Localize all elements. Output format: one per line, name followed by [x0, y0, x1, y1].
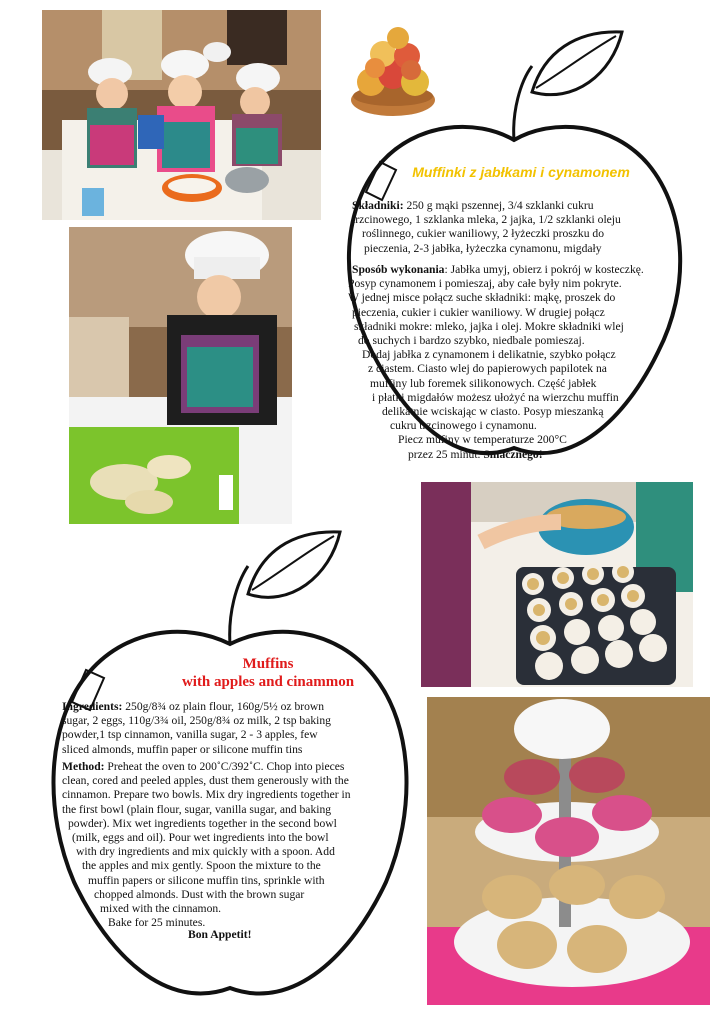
english-title-line2: with apples and cinammon	[181, 674, 355, 690]
photo-filling-muffin-tin	[421, 482, 693, 687]
english-recipe-title	[103, 655, 433, 691]
english-method-line: muffin papers or silicone muffin tins, sprinkle with	[88, 873, 325, 887]
english-closing: Bon Appetit!	[188, 928, 252, 941]
english-method-label: Method:	[62, 760, 105, 773]
polish-method-line: Piecz mufiny w temperaturze 200°C	[398, 433, 567, 447]
polish-method-line: i płatki migdałów możesz ułożyć na wierzchu muffin	[372, 390, 619, 404]
english-method-line: chopped almonds. Dust with the brown sugar	[94, 887, 305, 901]
polish-method-label: Sposób wykonania	[352, 263, 445, 276]
english-ingredients-line: sliced almonds, muffin paper or silicone muffin tins	[62, 742, 303, 756]
english-title-line1: Muffins	[242, 656, 294, 672]
english-method-line: cinnamon. Prepare two bowls. Mix dry ingredients together in	[62, 788, 351, 802]
english-method-line: powder). Mix wet ingredients together in the second bowl	[68, 816, 337, 830]
polish-method-line: cukru trzcinowego i cynamonu.	[390, 419, 537, 433]
english-method-line: mixed with the cinnamon.	[100, 902, 222, 916]
polish-method-line: Dodaj jabłka z cynamonem i delikatnie, szybko połącz	[362, 348, 616, 362]
polish-recipe-title: Muffinki z jabłkami i cynamonem	[412, 164, 630, 180]
polish-ingredients-line: pieczenia, 2-3 jabłka, łyżeczka cynamonu, migdały	[364, 241, 602, 255]
polish-ingredients-line: trzcinowego, 1 szklanka mleka, 2 jajka, 1/2 szklanki oleju	[352, 213, 621, 227]
polish-ingredients-line: Składniki: 250 g mąki pszennej, 3/4 szklanki cukru	[352, 199, 594, 212]
english-ingredients-line: sugar, 2 eggs, 110g/3¾ oil, 250g/8¾ oz milk, 2 tsp baking	[62, 714, 331, 728]
photo-muffin-cake-stand	[427, 697, 710, 1005]
polish-method-line: Posyp cynamonem i pomieszaj, aby całe były nim pokryte.	[348, 277, 622, 291]
photo-boy-cutting-apples	[69, 227, 292, 524]
polish-method-line: pieczenia, cukier i cukier waniliowy. W drugiej połącz	[352, 305, 605, 319]
english-method-line: (milk, eggs and oil). Pour wet ingredients into the bowl	[72, 831, 329, 845]
polish-ingredients-label: Składniki:	[352, 199, 404, 212]
english-method	[62, 760, 351, 930]
polish-method	[346, 263, 644, 462]
polish-closing: Smacznego!	[483, 447, 543, 461]
english-ingredients	[62, 700, 331, 757]
polish-method-line: składniki mokre: mleko, jajka i olej. Mokre składniki wlej	[354, 319, 624, 333]
polish-method-line: przez 25 minut. Smacznego!	[408, 447, 543, 461]
photo-children-chefs	[42, 10, 321, 220]
english-method-line: clean, cored and peeled apples, dust them generously with the	[62, 774, 349, 788]
polish-method-line: do suchych i bardzo szybko, niedbale pomieszaj.	[358, 334, 585, 348]
english-ingredients-line: Ingredients: 250g/8¾ oz plain flour, 160g/5½ oz brown	[62, 700, 325, 713]
polish-method-line: muffiny lub foremek silikonowych. Część jabłek	[370, 376, 597, 390]
english-method-line: Bake for 25 minutes.	[108, 916, 206, 930]
polish-method-line: W jednej misce połącz suche składniki: mąkę, proszek do	[348, 291, 616, 305]
english-ingredients-label: Ingredients:	[62, 700, 123, 713]
english-method-line: the apples and mix gently. Spoon the mixture to the	[82, 859, 321, 873]
polish-ingredients-line: roślinnego, cukier waniliowy, 2 łyżeczki proszku do	[362, 227, 605, 241]
english-method-line: with dry ingredients and mix quickly with a spoon. Add	[76, 845, 335, 859]
polish-method-line: Sposób wykonania: Jabłka umyj, obierz i pokrój w kosteczkę.	[352, 263, 644, 276]
polish-method-line: delikatnie wciskając w ciasto. Posyp mieszanką	[382, 405, 604, 419]
english-method-line: the first bowl (plain flour, sugar, vanilla sugar, and baking	[62, 802, 332, 816]
polish-method-line: z ciastem. Ciasto wlej do papierowych papilotek na	[368, 362, 607, 376]
english-ingredients-line: powder,1 tsp cinnamon, vanilla sugar, 2 - 3 apples, few	[62, 728, 318, 742]
english-method-line: Method: Preheat the oven to 200˚C/392˚C. Chop into pieces	[62, 760, 345, 773]
polish-ingredients	[352, 199, 621, 256]
english-closing-wrap	[188, 928, 251, 942]
